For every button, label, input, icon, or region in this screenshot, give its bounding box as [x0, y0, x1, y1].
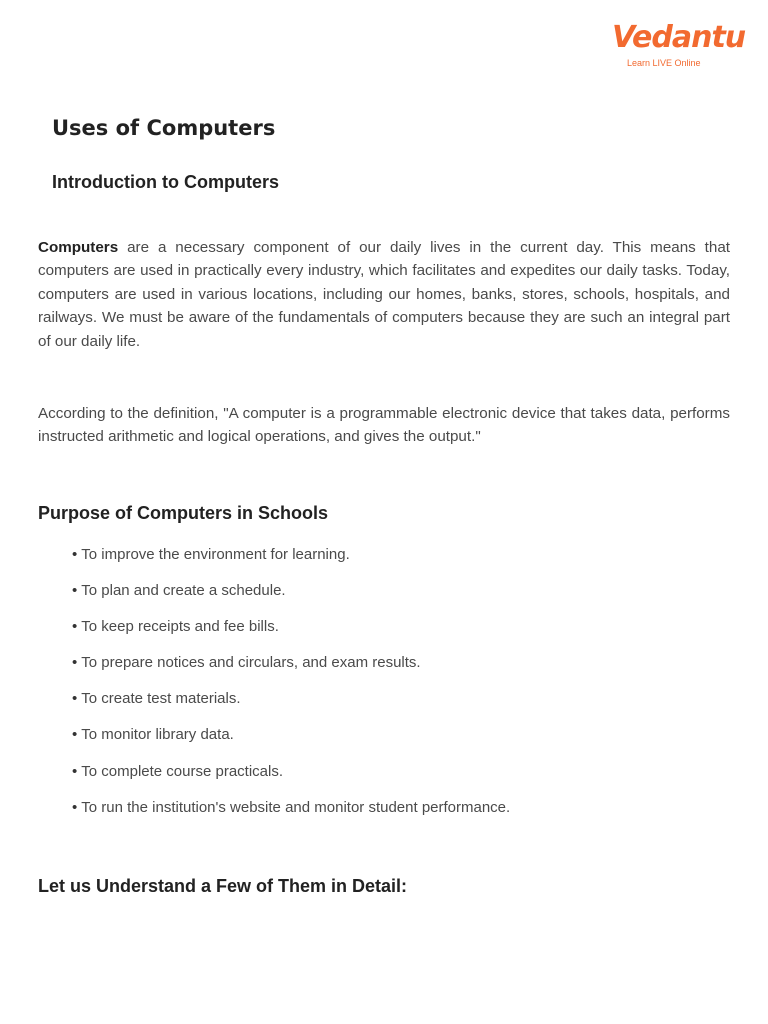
- list-item-text: To run the institution's website and monitor student performance.: [81, 798, 511, 816]
- list-item-text: To keep receipts and fee bills.: [81, 618, 279, 636]
- vedantu-logo: [612, 20, 746, 72]
- list-item-text: To prepare notices and circulars, and exam results.: [81, 654, 421, 672]
- list-item: [72, 688, 510, 724]
- detail-heading: Let us Understand a Few of Them in Detail:: [38, 876, 408, 896]
- list-item-text: To complete course practicals.: [81, 762, 284, 780]
- definition-paragraph: According to the definition, "A computer is a programmable electronic device that takes data, performs instructed arithmetic and logical operations, and gives the output.": [38, 405, 730, 446]
- intro-text: are a necessary component of our daily lives in the current day. This means that computers are used in practically every industry, which facilitates and expedites our daily tasks. Today, computers are used in various locations, including our homes, banks, stores, schools, hospitals, and railways. We must be aware of the fundamentals of computers because they are such an integral part of our daily life.: [38, 239, 730, 350]
- list-item-text: To improve the environment for learning.: [81, 546, 350, 563]
- purpose-heading: Purpose of Computers in Schools: [38, 503, 329, 523]
- list-item: [72, 724, 510, 760]
- list-item: [72, 544, 510, 580]
- intro-paragraph: [38, 236, 730, 353]
- list-item: [72, 580, 510, 616]
- list-item-text: To monitor library data.: [81, 726, 234, 744]
- bullet-icon: •: [72, 798, 78, 816]
- logo-tagline: Learn LIVE Online: [627, 58, 701, 68]
- bullet-icon: •: [72, 690, 78, 708]
- purpose-list: [72, 544, 510, 833]
- page-title: Uses of Computers: [52, 116, 276, 140]
- list-item-text: To plan and create a schedule.: [81, 582, 286, 600]
- bullet-icon: •: [72, 582, 78, 600]
- page-subtitle: Introduction to Computers: [52, 172, 279, 192]
- bullet-icon: •: [72, 726, 78, 744]
- intro-bold-word: Computers: [38, 239, 119, 256]
- list-item-text: To create test materials.: [81, 690, 241, 708]
- list-item: [72, 652, 510, 688]
- bullet-icon: •: [72, 654, 78, 672]
- list-item: [72, 797, 510, 833]
- list-item: [72, 761, 510, 797]
- list-item: [72, 616, 510, 652]
- logo-wordmark: Vedantu: [612, 20, 746, 55]
- bullet-icon: •: [72, 762, 78, 780]
- bullet-icon: •: [72, 618, 78, 636]
- bullet-icon: •: [72, 546, 78, 563]
